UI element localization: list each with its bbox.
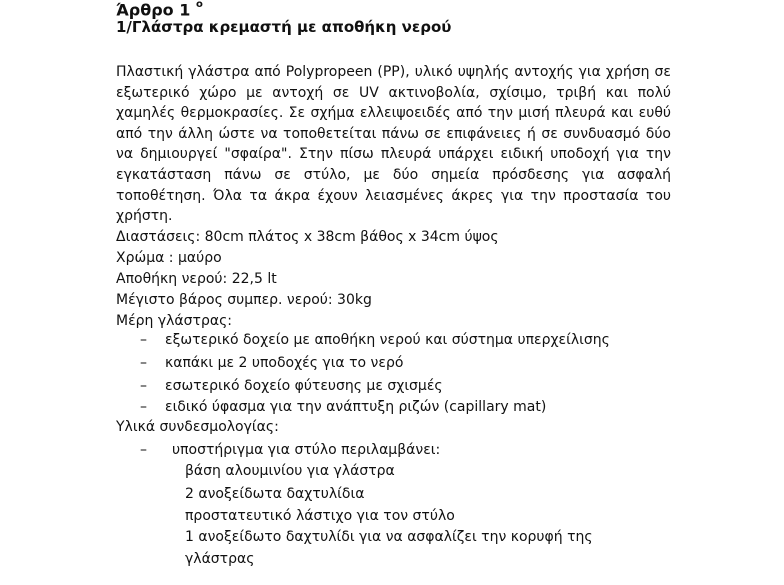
list-item: γλάστρας <box>185 551 255 567</box>
parts-label: Μέρη γλάστρας: <box>116 313 233 329</box>
fittings-label: Υλικά συνδεσμολογίας: <box>116 419 279 435</box>
color-line: Χρώμα : μαύρο <box>116 250 222 266</box>
article-title: Άρθρο 1 $^o$ <box>116 0 203 20</box>
list-item: εσωτερικό δοχείο φύτευσης με σχισμές <box>165 378 443 394</box>
list-item: καπάκι με 2 υποδοχές για το νερό <box>165 355 404 371</box>
list-dash: – <box>140 355 147 371</box>
list-item: 1 ανοξείδωτο δαχτυλίδι για να ασφαλίζει την κορυφή της <box>185 529 593 545</box>
water-storage-line: Αποθήκη νερού: 22,5 lt <box>116 271 277 287</box>
list-item: βάση αλουμινίου για γλάστρα <box>185 463 395 479</box>
article-subtitle: 1/Γλάστρα κρεμαστή με αποθήκη νερού <box>116 18 452 36</box>
list-dash: – <box>140 332 147 348</box>
list-dash: – <box>140 442 147 458</box>
description-paragraph: Πλαστική γλάστρα από Polypropeen (PP), υλικό υψηλής αντοχής για χρήση σε εξωτερικό χώρο με αντοχή σε UV ακτινοβολία, σχίσιμο, τριβή και πολύ χαμηλές θερμοκρασίες. Σε σχήμα ελλειψοειδές από την μισή πλευρά και ευθύ από την άλλη ώστε να τοποθετείται πάνω σε επιφάνειες ή σε συνδυασμό δύο να δημιουργεί "σφαίρα". Στην πίσω πλευρά υπάρχει ειδική υποδοχή για την εγκατάσταση πάνω σε στύλο, με δύο σημεία πρόσδεσης για ασφαλή τοποθέτηση. Όλα τα άκρα έχουν λειασμένες άκρες για την προστασία του χρήστη. <box>116 64 671 225</box>
list-dash: – <box>140 399 147 415</box>
dimensions-line: Διαστάσεις: 80cm πλάτος x 38cm βάθος x 34cm ύψος <box>116 229 499 245</box>
list-item: εξωτερικό δοχείο με αποθήκη νερού και σύστημα υπερχείλισης <box>165 332 610 348</box>
list-item: προστατευτικό λάστιχο για τον στύλο <box>185 508 455 524</box>
list-dash: – <box>140 378 147 394</box>
article-title-superscript: ο <box>195 0 203 10</box>
list-item: ειδικό ύφασμα για την ανάπτυξη ριζών (capillary mat) <box>165 399 547 415</box>
support-label: υποστήριγμα για στύλο περιλαμβάνει: <box>172 442 441 458</box>
max-weight-line: Μέγιστο βάρος συμπερ. νερού: 30kg <box>116 292 372 308</box>
list-item: 2 ανοξείδωτα δαχτυλίδια <box>185 486 365 502</box>
